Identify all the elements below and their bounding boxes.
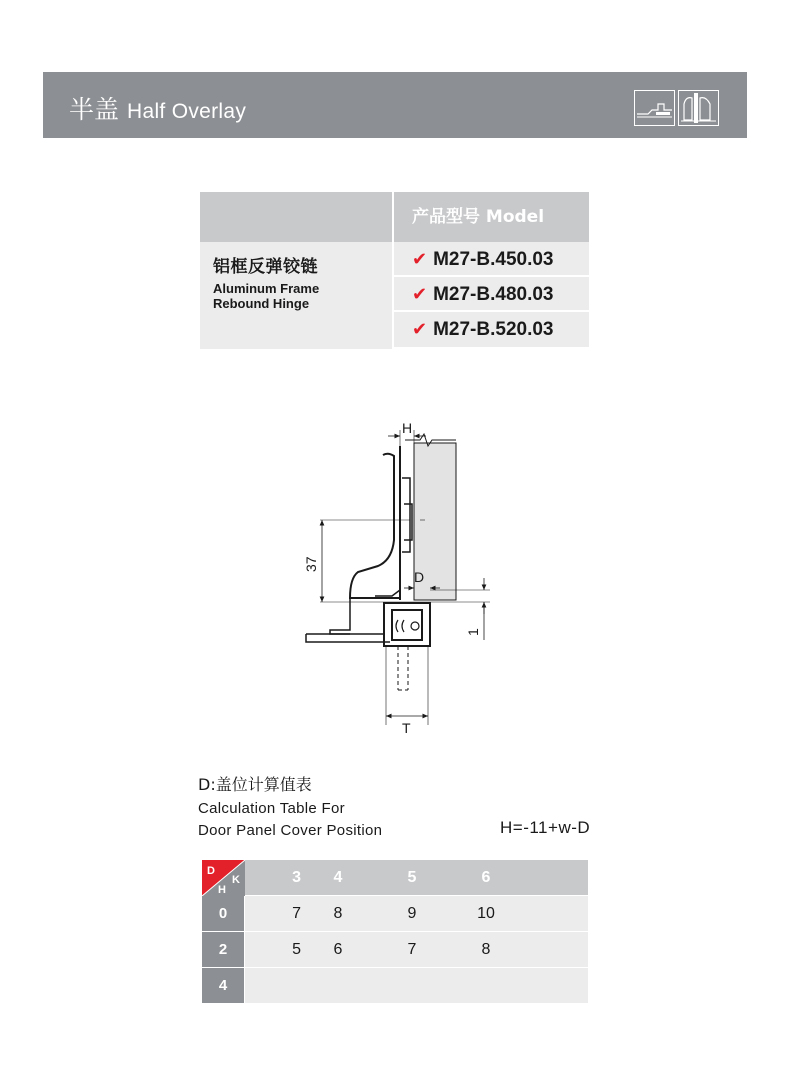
d-value-cell: 8	[333, 905, 343, 922]
k-header: 3	[292, 869, 301, 886]
row-values	[245, 896, 588, 931]
frame-clip	[396, 620, 404, 632]
table-row	[202, 932, 588, 968]
check-icon: ✔	[412, 319, 428, 340]
product-name-en-line2: Rebound Hinge	[213, 296, 310, 311]
title-zh: 半盖	[69, 96, 120, 124]
frame-profile	[384, 603, 430, 646]
model-header-label: 产品型号 Model	[394, 192, 589, 242]
dim-t-label: T	[402, 720, 411, 736]
table-header-row	[202, 860, 588, 896]
calc-title-en	[198, 798, 382, 842]
model-number: M27-B.520.03	[433, 319, 554, 340]
h-value-cell: 0	[202, 896, 245, 931]
dim-h-label: H	[402, 420, 413, 436]
dashed-screw	[398, 646, 408, 690]
d-value-cell: 7	[292, 905, 301, 922]
hinge-cup	[402, 478, 412, 552]
h-value-cell: 2	[202, 932, 245, 967]
dim-1-label: 1	[465, 628, 481, 636]
check-icon: ✔	[412, 284, 428, 305]
corner-label-k: K	[232, 874, 240, 886]
k-header: 4	[333, 869, 343, 886]
d-value-cell: 10	[477, 905, 495, 922]
d-value-cell: 7	[407, 941, 417, 958]
check-icon: ✔	[412, 249, 428, 270]
calc-title-zh: D:盖位计算值表	[198, 775, 312, 794]
hinge-bracket	[330, 590, 400, 634]
row-values	[245, 932, 588, 967]
d-value-cell: 9	[407, 905, 417, 922]
calc-title-en-line2: Door Panel Cover Position	[198, 822, 383, 839]
d-value-cell: 8	[481, 941, 491, 958]
table-corner-cell	[202, 860, 245, 895]
d-value-cell	[301, 968, 375, 1003]
cover-position-table	[202, 860, 588, 1004]
product-name-zh: 铝框反弹铰链	[213, 257, 318, 277]
model-number: M27-B.480.03	[433, 284, 554, 305]
row-values	[245, 968, 588, 1003]
dim-d-label: D	[414, 569, 425, 585]
k-header: 5	[407, 869, 417, 886]
corner-label-h: H	[218, 884, 226, 896]
formula: H=-11+w-D	[500, 818, 591, 837]
table-row	[202, 896, 588, 932]
k-header-cells	[245, 860, 588, 895]
d-value-cell	[449, 968, 523, 1003]
k-header: 6	[481, 869, 491, 886]
d-value-cell	[375, 968, 449, 1003]
hinge-arm	[350, 446, 400, 600]
d-value-cell: 6	[333, 941, 343, 958]
corner-label-d: D	[207, 865, 215, 877]
frame-screw	[411, 622, 419, 630]
dim-37-label: 37	[303, 556, 319, 572]
product-name-en-line1: Aluminum Frame	[213, 281, 320, 296]
calc-title-en-line1: Calculation Table For	[198, 800, 345, 817]
model-number: M27-B.450.03	[433, 249, 554, 270]
d-value-cell: 5	[292, 941, 301, 958]
base-plate	[306, 634, 390, 642]
table-row	[202, 968, 588, 1004]
title-en: Half Overlay	[127, 100, 247, 123]
d-value-cell	[245, 968, 301, 1003]
h-value-cell: 4	[202, 968, 245, 1003]
